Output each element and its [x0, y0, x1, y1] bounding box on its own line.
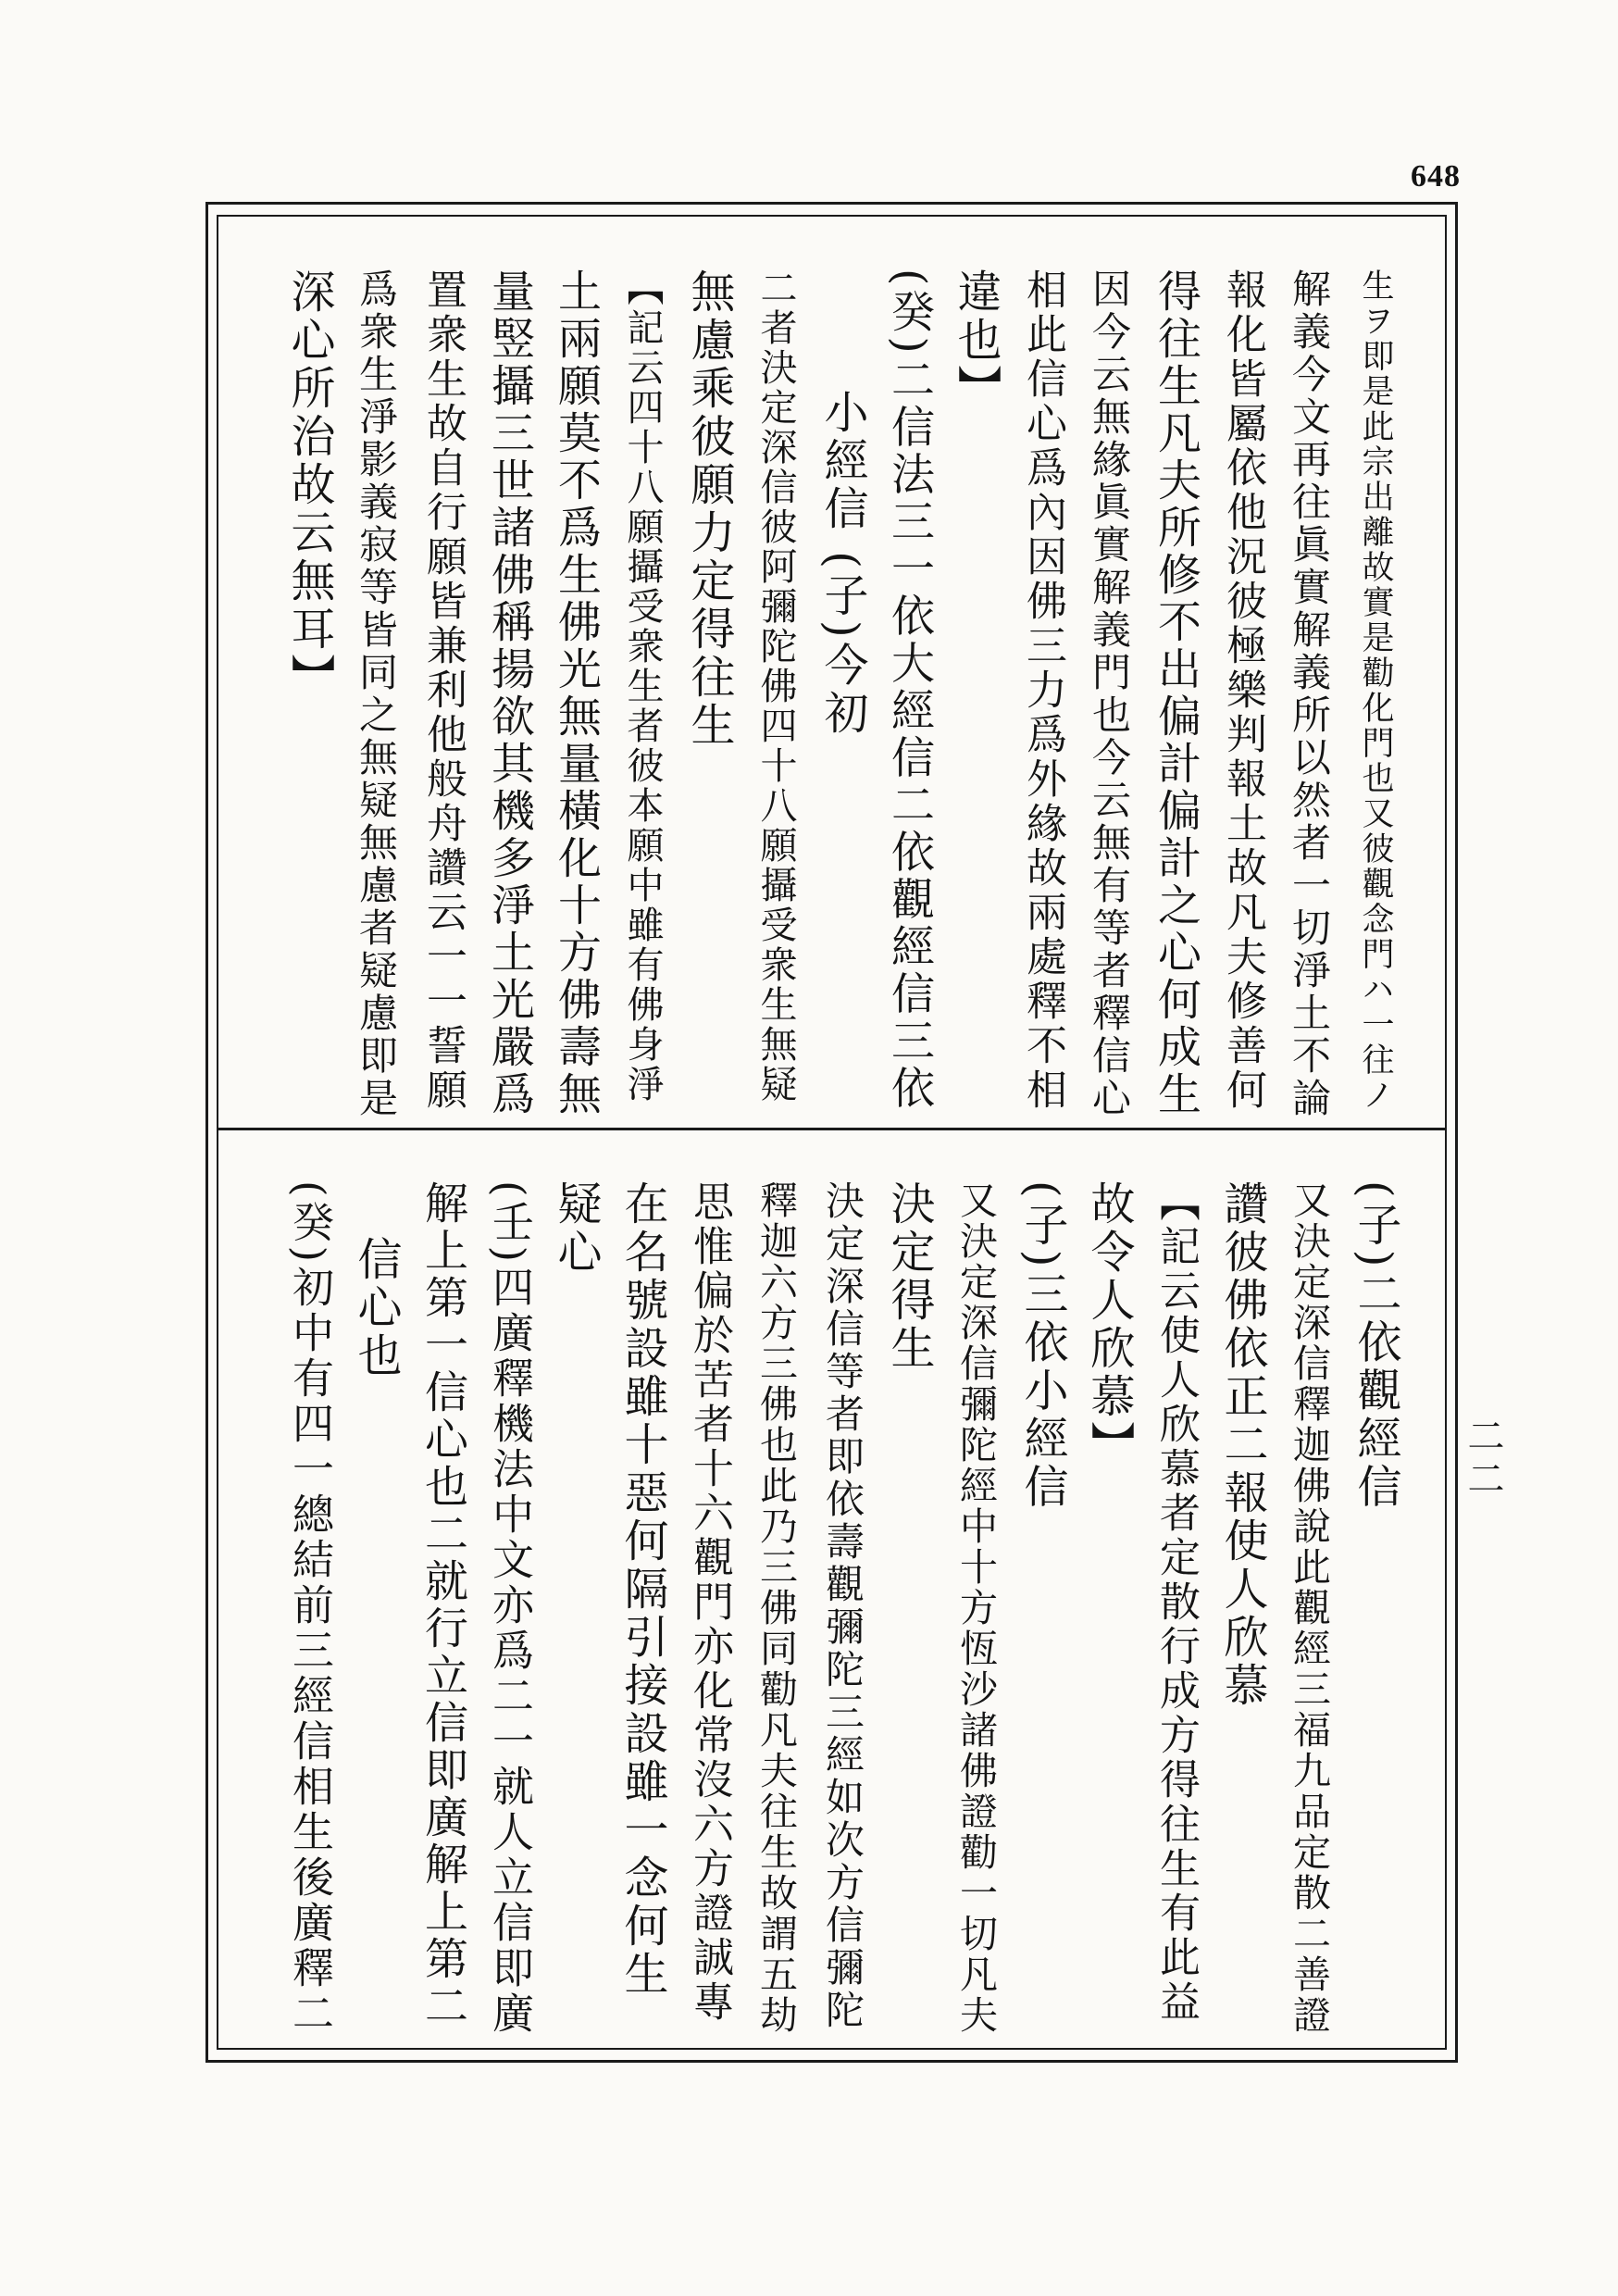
- upper-column-2: 解義今文再往眞實解義所以然者一切淨土不論: [1287, 268, 1332, 1120]
- lower-column-3: 讚彼佛依正二報使人欣慕: [1216, 1180, 1268, 1710]
- lower-column-16: 信心也: [350, 1236, 402, 1380]
- upper-column-17: 深心所治故云無耳】: [283, 268, 335, 702]
- lower-text-block: [231, 1180, 1435, 2041]
- lower-column-12: 在名號設雖十惡何隔引接設雖一念何生: [616, 1180, 668, 1999]
- lower-column-5: 故令人欣慕】: [1083, 1180, 1135, 1469]
- upper-column-7: 違也】: [950, 268, 1002, 413]
- lower-column-8: 決定得生: [883, 1180, 935, 1373]
- lower-column-13: 疑心: [550, 1180, 602, 1277]
- lower-column-10: 釋迦六方三佛也此乃三佛同勸凡夫往生故謂五劫: [753, 1180, 798, 2036]
- upper-column-8: (癸)二信法三一依大經信二依觀經信三依: [884, 268, 935, 1113]
- upper-column-3: 報化皆屬依他況彼極樂判報土故凡夫修善何: [1219, 268, 1266, 1113]
- upper-column-14: 量竪攝三世諸佛稱揚欲其機多淨土光嚴爲: [484, 268, 535, 1118]
- upper-text-block: [231, 268, 1435, 1120]
- lower-column-11: 思惟偏於苦者十六觀門亦化常沒六方證誠專: [686, 1180, 733, 2025]
- lower-column-1: (子)二依觀經信: [1350, 1180, 1401, 1512]
- upper-column-9: 小經信 (子)今初: [816, 389, 868, 738]
- section-divider: [217, 1128, 1447, 1130]
- lower-column-4: 【記云使人欣慕者定散行成方得往生有此益: [1152, 1180, 1200, 2025]
- upper-column-16: 爲衆生淨影義寂等皆同之無疑無慮者疑慮即是: [354, 268, 399, 1120]
- upper-column-15: 置衆生故自行願皆兼利他般舟讚云一一誓願: [419, 268, 467, 1113]
- lower-column-17: (癸)初中有四一總結前三經信相生後廣釋二: [285, 1180, 334, 2038]
- lower-column-2: 又決定深信釋迦佛說此觀經三福九品定散二善證: [1287, 1180, 1331, 2036]
- lower-column-14: (壬)四廣釋機法中文亦爲二一就人立信即廣: [485, 1180, 534, 2038]
- lower-column-15: 解上第一信心也二就行立信即廣解上第二: [417, 1180, 468, 2030]
- lower-column-6: (子)三依小經信: [1016, 1180, 1068, 1512]
- upper-column-4: 得往生凡夫所修不出偏計偏計之心何成生: [1151, 268, 1201, 1118]
- upper-column-10: 二者決定深信彼阿彌陀佛四十八願攝受衆生無疑: [754, 268, 797, 1104]
- upper-column-1: 生ヲ即是此宗出離故實是勸化門也又彼觀念門ハ一往ノ: [1357, 268, 1394, 1113]
- lower-column-9: 決定深信等者即依壽觀彌陀三經如次方信彌陀: [820, 1180, 865, 2032]
- upper-column-6: 相此信心爲內因佛三力爲外緣故兩處釋不相: [1019, 268, 1066, 1113]
- lower-column-7: 又決定深信彌陀經中十方恆沙諸佛證勸一切凡夫: [953, 1180, 998, 2036]
- side-page-number: 二二: [1462, 1416, 1504, 1502]
- upper-column-5: 因今云無緣眞實解義門也今云無有等者釋信心: [1087, 268, 1132, 1120]
- upper-column-11: 無慮乘彼願力定得往生: [683, 268, 735, 750]
- upper-column-12: 【記云四十八願攝受衆生者彼本願中雖有佛身淨: [621, 268, 664, 1104]
- upper-column-13: 土兩願莫不爲生佛光無量橫化十方佛壽無: [551, 268, 602, 1118]
- page-number: 648: [1411, 159, 1461, 193]
